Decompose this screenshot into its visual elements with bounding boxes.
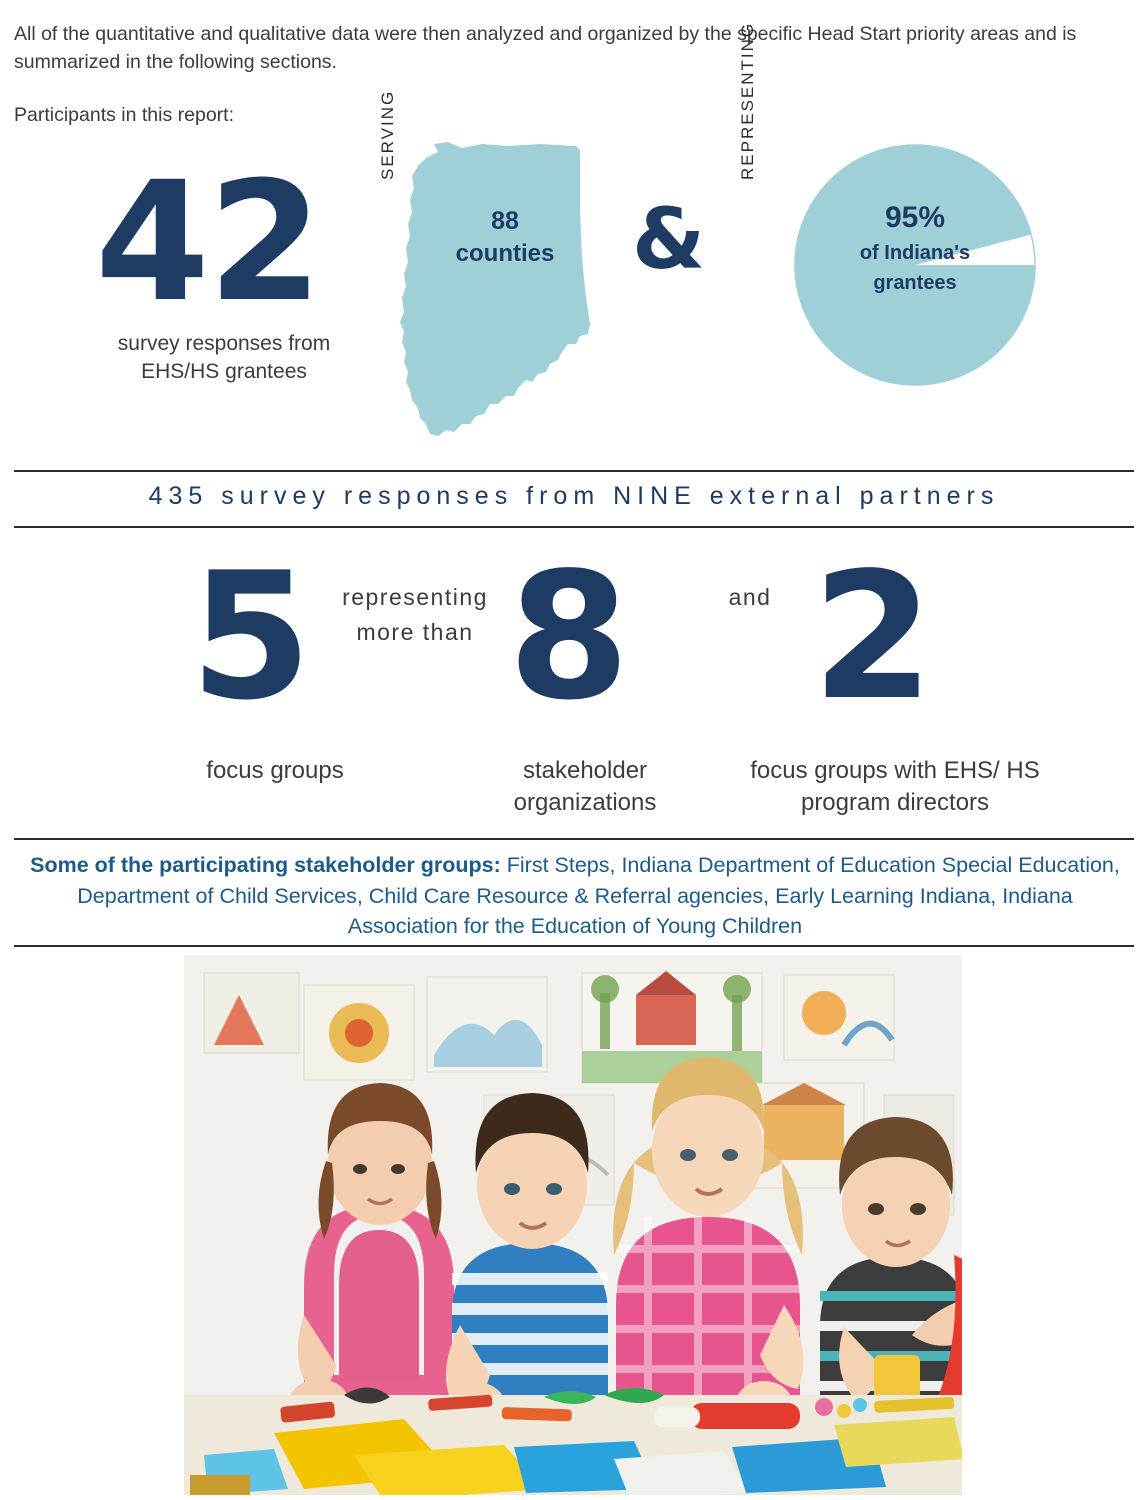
stakeholder-groups-list: First Steps, Indiana Department of Education Special Education, Department of Child Services, Child Care Resource & Referral agencies, Early Learning Indiana, Indiana Association for the Education of Young Children <box>77 853 1120 939</box>
external-partners-band: 435 survey responses from NINE external partners <box>148 482 1000 510</box>
connector-representing-more-than: representing more than <box>342 584 488 645</box>
ampersand-symbol: & <box>632 190 706 288</box>
focus-groups-caption: focus groups <box>206 757 344 784</box>
grantees-count: 42 <box>95 146 321 338</box>
intro-paragraph: All of the quantitative and qualitative data were then analyzed and organized by the specific Head Start priority areas and is summarized in the following sections. <box>14 23 1077 74</box>
serving-label: SERVING <box>378 89 397 180</box>
divider-rule-stakeholders-top <box>14 838 1134 840</box>
counties-number: 88 <box>491 207 519 235</box>
classroom-photo <box>184 955 962 1495</box>
connector-and: and <box>728 584 772 610</box>
directors-focus-groups-number: 2 <box>812 536 934 739</box>
stakeholder-groups-paragraph <box>20 850 1130 942</box>
representing-label: REPRESENTING <box>738 21 757 180</box>
pie-sub-line-1: of Indiana's <box>859 242 971 264</box>
pie-chart-label <box>800 200 1030 296</box>
counties-word: counties <box>455 239 555 267</box>
stakeholder-number: 8 <box>508 536 630 739</box>
divider-rule-top <box>14 470 1134 472</box>
directors-caption: focus groups with EHS/ HS program directors <box>750 757 1040 817</box>
pie-percent: 95% <box>884 201 946 234</box>
divider-rule-stakeholders-bottom <box>14 945 1134 947</box>
mid-statistics-row <box>0 536 1147 840</box>
pie-sub-line-2: grantees <box>873 272 957 294</box>
grantees-caption: survey responses from EHS/HS grantees <box>117 332 331 383</box>
stakeholder-caption: stakeholder organizations <box>513 757 657 817</box>
stakeholder-groups-heading: Some of the participating stakeholder groups: <box>30 853 501 877</box>
focus-groups-number: 5 <box>190 536 312 739</box>
divider-rule-band-bottom <box>14 526 1134 528</box>
indiana-map-icon <box>390 138 605 448</box>
participants-label: Participants in this report: <box>14 104 235 126</box>
counties-stat <box>430 205 580 269</box>
